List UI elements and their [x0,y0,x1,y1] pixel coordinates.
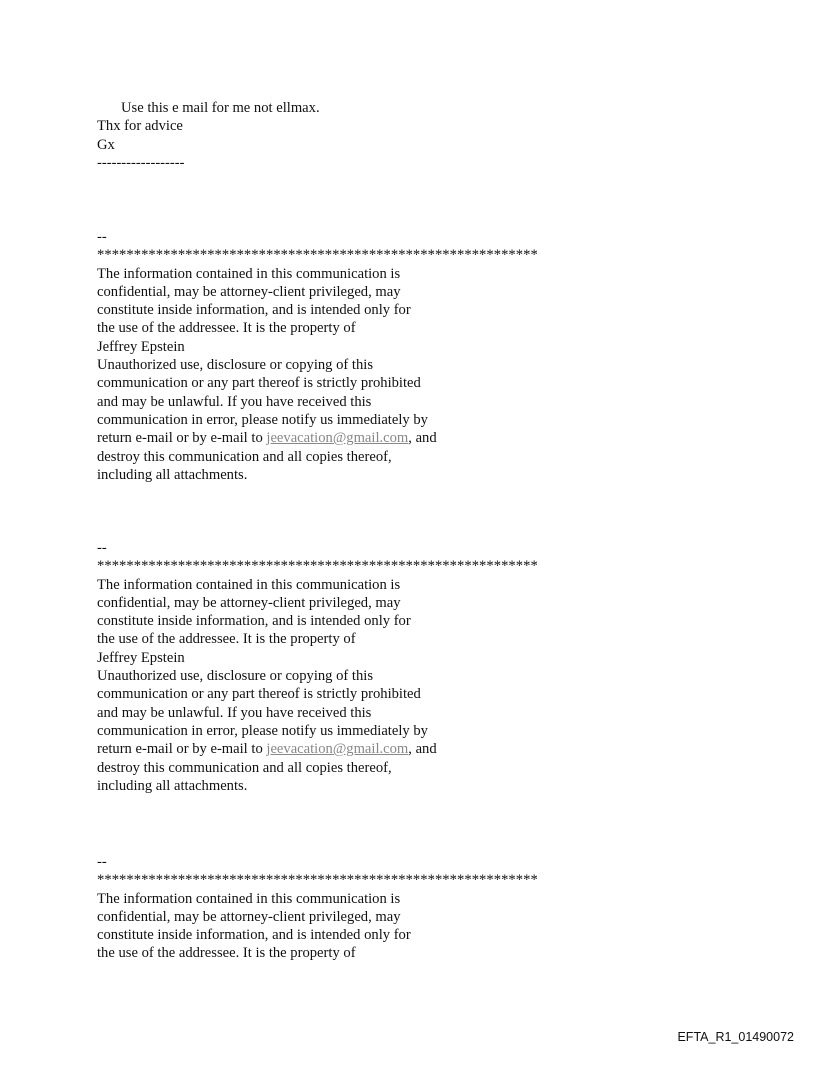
message-rule: ------------------ [97,154,185,171]
disclaimer-line: including all attachments. [97,466,248,483]
disclaimer-line: the use of the addressee. It is the property of [97,320,356,337]
disclaimer-line: Unauthorized use, disclosure or copying of this [97,668,374,685]
disclaimer-line: Jeffrey Epstein [97,338,185,355]
star-divider: ************************************************************ [97,558,538,575]
disclaimer-line: and may be unlawful. If you have received this [97,393,372,410]
disclaimer-line: communication or any part thereof is strictly prohibited [97,686,421,703]
star-divider: ************************************************************ [97,872,538,889]
disclaimer-block [97,539,717,795]
email-suffix: , and [408,430,437,447]
disclaimer-line: confidential, may be attorney-client privileged, may [97,283,401,300]
disclaimer-line: communication in error, please notify us immediately by [97,722,428,739]
disclaimer-line: The information contained in this communication is [97,576,401,593]
disclaimer-line: The information contained in this communication is [97,890,401,907]
message-line: Thx for advice [97,118,183,135]
disclaimer-line: the use of the addressee. It is the property of [97,945,356,962]
signature-dashes: -- [97,229,107,245]
email-link[interactable]: jeevacation@gmail.com [266,430,409,447]
email-suffix: , and [408,741,437,758]
disclaimer-line: confidential, may be attorney-client privileged, may [97,908,401,925]
email-prefix: return e-mail or by e-mail to [97,430,267,447]
star-divider: ************************************************************ [97,247,538,264]
disclaimer-line: the use of the addressee. It is the property of [97,631,356,648]
document-id: EFTA_R1_01490072 [677,1030,794,1044]
disclaimer-line: constitute inside information, and is intended only for [97,302,411,319]
message-signature: Gx [97,136,115,153]
disclaimer-line: communication or any part thereof is strictly prohibited [97,375,421,392]
signature-dashes: -- [97,854,107,870]
message-line: Use this e mail for me not ellmax. [121,100,320,116]
disclaimer-line: The information contained in this communication is [97,265,401,282]
disclaimer-line: and may be unlawful. If you have received this [97,704,372,721]
disclaimer-line: communication in error, please notify us immediately by [97,411,428,428]
email-link[interactable]: jeevacation@gmail.com [266,741,409,758]
email-prefix: return e-mail or by e-mail to [97,741,267,758]
disclaimer-email-line [97,429,717,447]
disclaimer-line: including all attachments. [97,777,248,794]
disclaimer-block [97,228,717,484]
disclaimer-line: confidential, may be attorney-client privileged, may [97,594,401,611]
signature-dashes: -- [97,540,107,556]
disclaimer-email-line [97,740,717,758]
disclaimer-line: destroy this communication and all copies thereof, [97,448,392,465]
disclaimer-line: constitute inside information, and is intended only for [97,613,411,630]
disclaimer-line: constitute inside information, and is intended only for [97,927,411,944]
disclaimer-line: destroy this communication and all copies thereof, [97,759,392,776]
disclaimer-line: Jeffrey Epstein [97,649,185,666]
message-body [97,99,697,172]
disclaimer-block-partial [97,853,717,963]
disclaimer-line: Unauthorized use, disclosure or copying of this [97,357,374,374]
